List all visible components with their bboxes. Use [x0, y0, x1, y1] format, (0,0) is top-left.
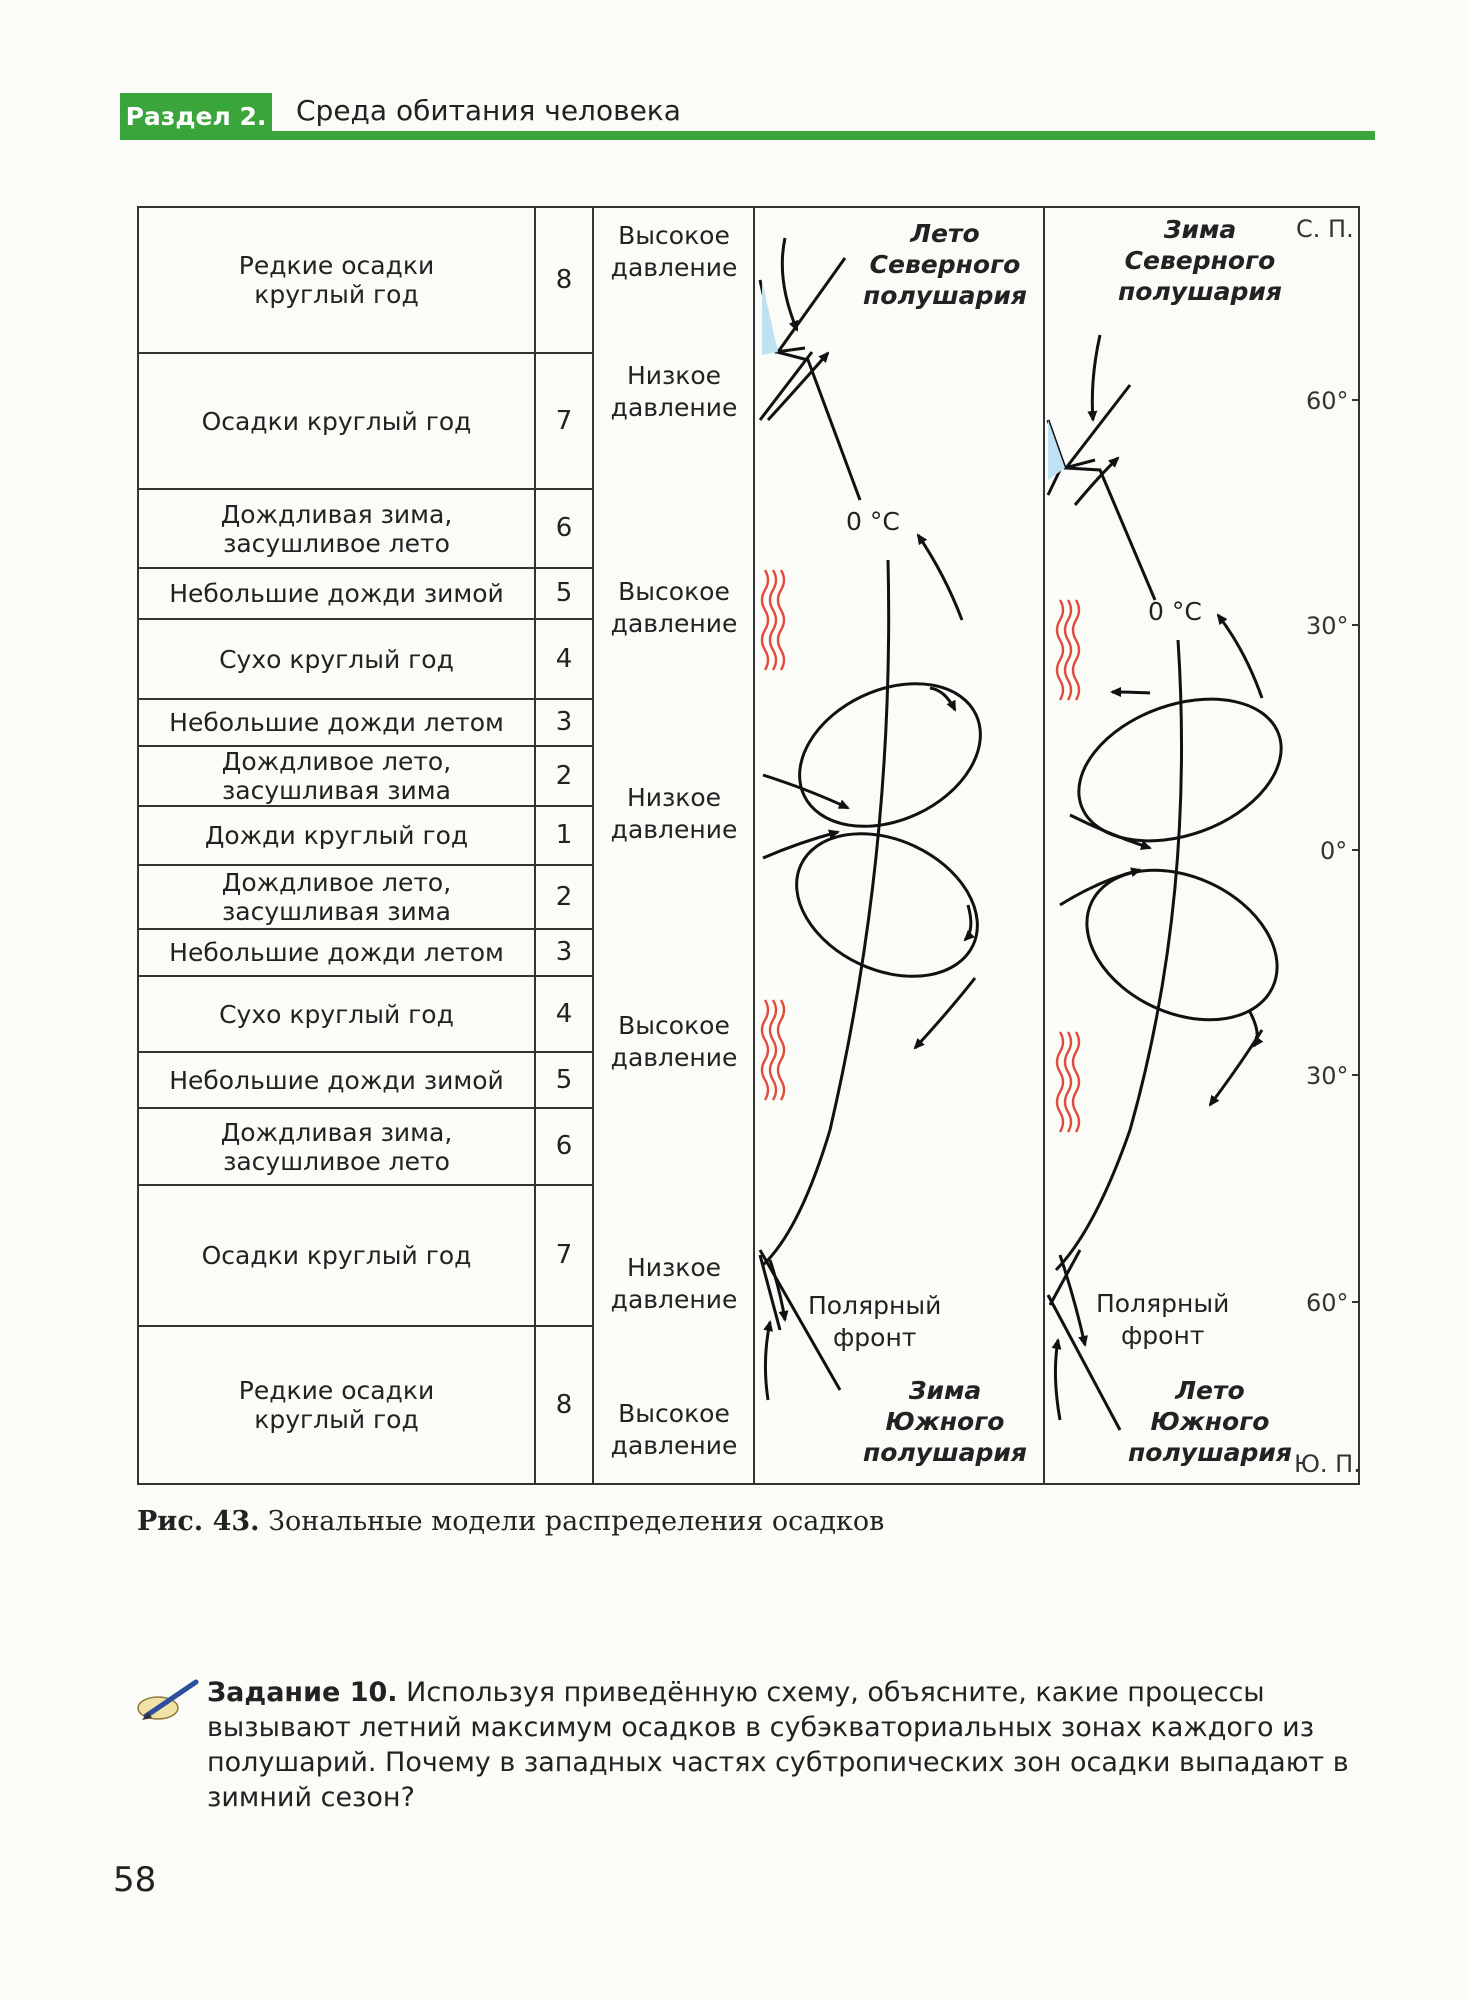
heat-wave-icon: [1073, 1032, 1079, 1132]
heat-wave-icon: [1065, 600, 1071, 700]
wind-arrow: [965, 905, 971, 940]
wind-arrow: [1112, 692, 1150, 693]
precip-row-text: Дожди круглый год: [204, 821, 469, 850]
precip-row-number: 8: [555, 1389, 573, 1420]
lat-60s: 60°: [1306, 1289, 1349, 1317]
pencil-icon: [134, 1678, 200, 1724]
precip-row-text: Сухо круглый год: [219, 644, 454, 674]
polar-front-label: Полярный фронт: [808, 1291, 942, 1352]
winter-north-title: Зима Северного полушария: [1118, 215, 1282, 306]
heat-wave-icon: [778, 570, 784, 670]
lat-60n: 60°: [1306, 387, 1349, 415]
summer-south-title: Лето Южного полушария: [1128, 1376, 1292, 1467]
precip-row-text: Осадки круглый год: [201, 406, 472, 436]
caption-label: Рис. 43.: [137, 1506, 260, 1537]
isotherm-line: [777, 352, 860, 500]
precip-row-text: Редкие осадки круглый год: [238, 1376, 435, 1434]
heat-wave-icon: [770, 1000, 776, 1100]
isotherm-label: 0 °C: [1148, 597, 1202, 626]
wind-arrow: [918, 535, 962, 620]
precip-row-number: 6: [555, 1131, 573, 1161]
precip-row-number: 6: [555, 513, 573, 543]
precip-row-text: Небольшие дожди зимой: [169, 1065, 504, 1095]
lat-north-pole: С. П.: [1296, 215, 1354, 243]
heat-wave-icon: [1057, 600, 1063, 700]
precip-row-number: 7: [555, 405, 573, 436]
heat-wave-icon: [1073, 600, 1079, 700]
precip-row-text: Сухо круглый год: [219, 999, 454, 1029]
summer-north-title: Лето Северного полушария: [863, 219, 1027, 310]
task-text: [207, 1675, 1387, 1815]
front-line: [760, 352, 812, 420]
task-body: Используя приведённую схему, объясните, какие процессы вызывают летний максимум осадков в субэкваториальных зонах каждого из полушарий. Почему в западных частях субтропических зон осадки выпадают в зимний сезон?: [207, 1677, 1349, 1813]
pressure-label: Высокое давление: [610, 221, 738, 282]
task-label: Задание 10.: [207, 1677, 398, 1708]
precip-row-text: Небольшие дожди летом: [169, 708, 504, 737]
precip-row-number: 2: [555, 760, 573, 791]
wind-arrow: [1060, 1255, 1085, 1345]
heat-wave-icon: [1065, 1032, 1071, 1132]
figure-caption: [137, 1506, 884, 1537]
precip-row-number: 8: [555, 264, 573, 295]
pressure-label: Высокое давление: [610, 1399, 738, 1460]
precip-row-text: Осадки круглый год: [201, 1241, 472, 1270]
section-title: Среда обитания человека: [296, 94, 681, 127]
precip-row-text: Небольшие дожди летом: [169, 938, 504, 967]
precip-row-number: 4: [555, 643, 573, 674]
pressure-label: Высокое давление: [610, 1011, 738, 1072]
page-number: 58: [113, 1860, 157, 1900]
precip-row-number: 3: [555, 937, 573, 967]
polar-front-label: Полярный фронт: [1096, 1289, 1230, 1350]
precip-row-number: 5: [555, 578, 573, 608]
wind-arrow: [1092, 335, 1100, 420]
isotherm-line: [1066, 468, 1155, 600]
winter-south-title: Зима Южного полушария: [863, 1376, 1027, 1467]
wind-arrow: [915, 978, 975, 1048]
caption-text: Зональные модели распределения осадков: [259, 1506, 885, 1537]
lat-30n: 30°: [1306, 612, 1349, 640]
wind-arrow: [1070, 815, 1150, 848]
wind-arrow: [765, 1322, 770, 1400]
precip-row-number: 3: [555, 707, 573, 737]
heat-wave-icon: [770, 570, 776, 670]
heat-wave-icon: [762, 570, 768, 670]
wind-arrow: [1055, 1340, 1060, 1420]
precip-row-text: Дождливая зима, засушливое лето: [220, 499, 453, 558]
isotherm-0c-line: [1056, 640, 1182, 1270]
circulation-cell: [773, 806, 1000, 1004]
precip-row-text: Небольшие дожди зимой: [169, 579, 504, 608]
front-highlight: [762, 282, 778, 355]
heat-wave-icon: [778, 1000, 784, 1100]
precip-row-text: Дождливое лето, засушливая зима: [221, 868, 452, 926]
front-line: [1066, 385, 1130, 468]
precip-row-number: 7: [555, 1240, 573, 1270]
front-highlight: [1048, 420, 1065, 480]
heat-wave-icon: [762, 1000, 768, 1100]
lat-30s: 30°: [1306, 1062, 1349, 1090]
isotherm-label: 0 °C: [846, 507, 900, 536]
wind-arrow: [782, 238, 797, 330]
lat-equator: 0°: [1320, 837, 1348, 865]
heat-wave-icon: [1057, 1032, 1063, 1132]
precip-row-text: Редкие осадки круглый год: [238, 251, 435, 309]
circulation-cell: [776, 656, 1003, 854]
wind-arrow: [763, 775, 848, 808]
pressure-label: Низкое давление: [610, 1253, 738, 1314]
precip-row-text: Дождливое лето, засушливая зима: [221, 747, 452, 805]
precip-row-number: 2: [555, 881, 573, 912]
wind-arrow: [1218, 615, 1262, 698]
wind-arrow: [1210, 1030, 1262, 1105]
precip-row-number: 1: [555, 820, 573, 850]
circulation-cell: [1063, 841, 1302, 1049]
pressure-label: Низкое давление: [610, 783, 738, 844]
precip-row-number: 5: [555, 1064, 573, 1095]
pressure-label: Высокое давление: [610, 577, 738, 638]
precip-row-number: 4: [555, 998, 573, 1029]
section-badge: Раздел 2.: [120, 93, 272, 139]
lat-south-pole: Ю. П.: [1294, 1450, 1361, 1478]
precip-row-text: Дождливая зима, засушливое лето: [220, 1117, 453, 1176]
pressure-label: Низкое давление: [610, 361, 738, 422]
wind-arrow: [763, 832, 838, 858]
